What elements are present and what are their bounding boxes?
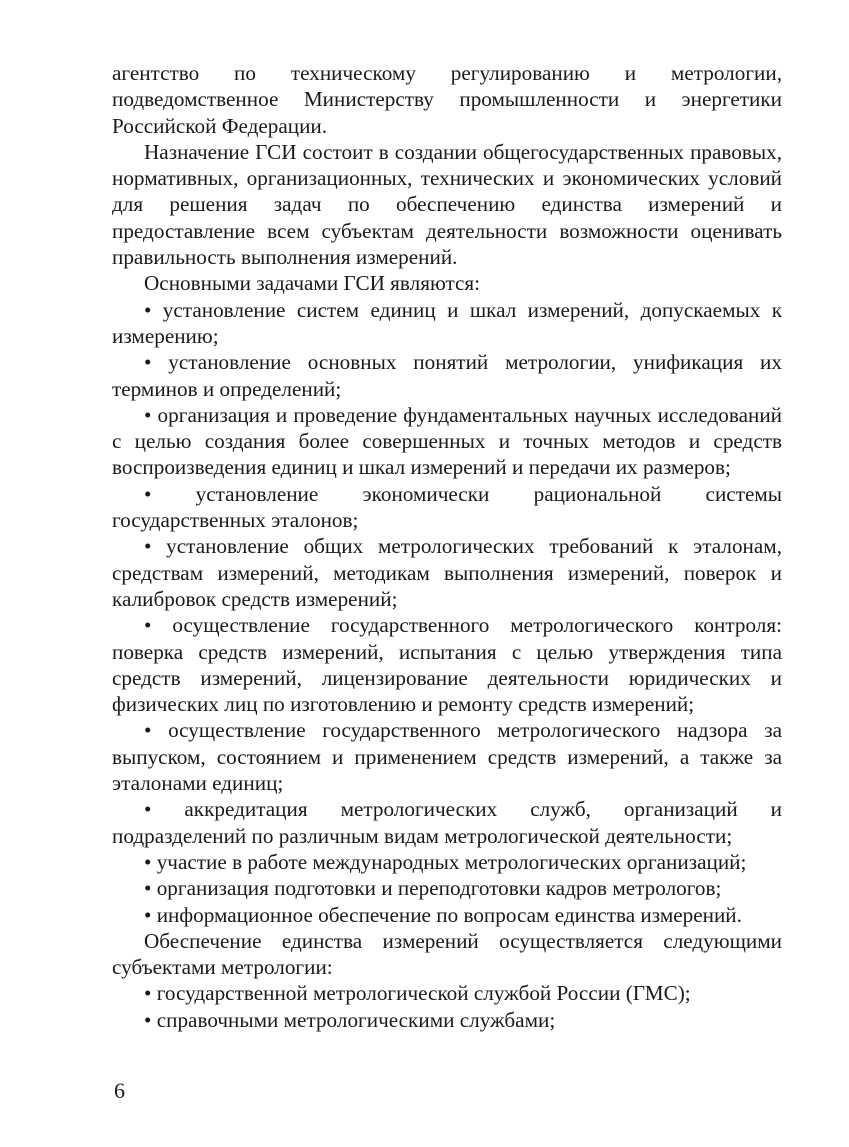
- list-item-accreditation: • аккредитация метрологических служб, организаций и подразделений по различным видам метрологической деятельности;: [112, 797, 782, 848]
- list-item-units-scales: • установление систем единиц и шкал измерений, допускаемых к измерению;: [112, 297, 782, 348]
- list-item-state-standards: • установление экономически рациональной системы государственных эталонов;: [112, 481, 782, 533]
- list-item-reference-services: • справочными метрологическими службами;: [144, 1007, 556, 1032]
- list-item-international: • участие в работе международных метрологических организаций;: [144, 849, 747, 874]
- list-item-basic-concepts: • установление основных понятий метрологии, унификация их терминов и определений;: [112, 350, 782, 401]
- list-item-state-control: • осуществление государственного метрологического контроля: поверка средств измерений, испытания с целью утверждения типа средств измерений, лицензирование деятельности юридических и физических лиц по изготовлению и ремонту средств измерений;: [112, 613, 782, 717]
- list-item-general-requirements: • установление общих метрологических требований к эталонам, средствам измерений, методикам выполнения измерений, поверок и калибровок средств измерений;: [112, 534, 782, 611]
- list-item-state-supervision: • осуществление государственного метрологического надзора за выпуском, состоянием и применением средств измерений, а также за эталонами единиц;: [112, 718, 782, 796]
- page-body: [112, 60, 782, 1033]
- paragraph-tasks-heading: Основными задачами ГСИ являются:: [144, 271, 481, 296]
- page-number: 6: [114, 1078, 125, 1103]
- paragraph-intro-continuation: агентство по техническому регулированию и метрологии, подведомственное Министерству промышленности и энергетики Российской Федерации.: [112, 61, 782, 138]
- list-item-information: • информационное обеспечение по вопросам единства измерений.: [144, 902, 742, 927]
- paragraph-purpose: Назначение ГСИ состоит в создании общегосударственных правовых, нормативных, организационных, технических и экономических условий для решения задач по обеспечению единства измерений и предоставление всем субъектам деятельности возможности оценивать правильность выполнения измерений.: [112, 139, 782, 270]
- list-item-training: • организация подготовки и переподготовки кадров метрологов;: [144, 876, 722, 901]
- list-item-gms: • государственной метрологической службой России (ГМС);: [144, 981, 691, 1006]
- paragraph-subjects: Обеспечение единства измерений осуществляется следующими субъектами метрологии:: [112, 928, 782, 980]
- list-item-fundamental-research: • организация и проведение фундаментальных научных исследований с целью создания более совершенных и точных методов и средств воспроизведения единиц и шкал измерений и передачи их размеров;: [112, 402, 782, 480]
